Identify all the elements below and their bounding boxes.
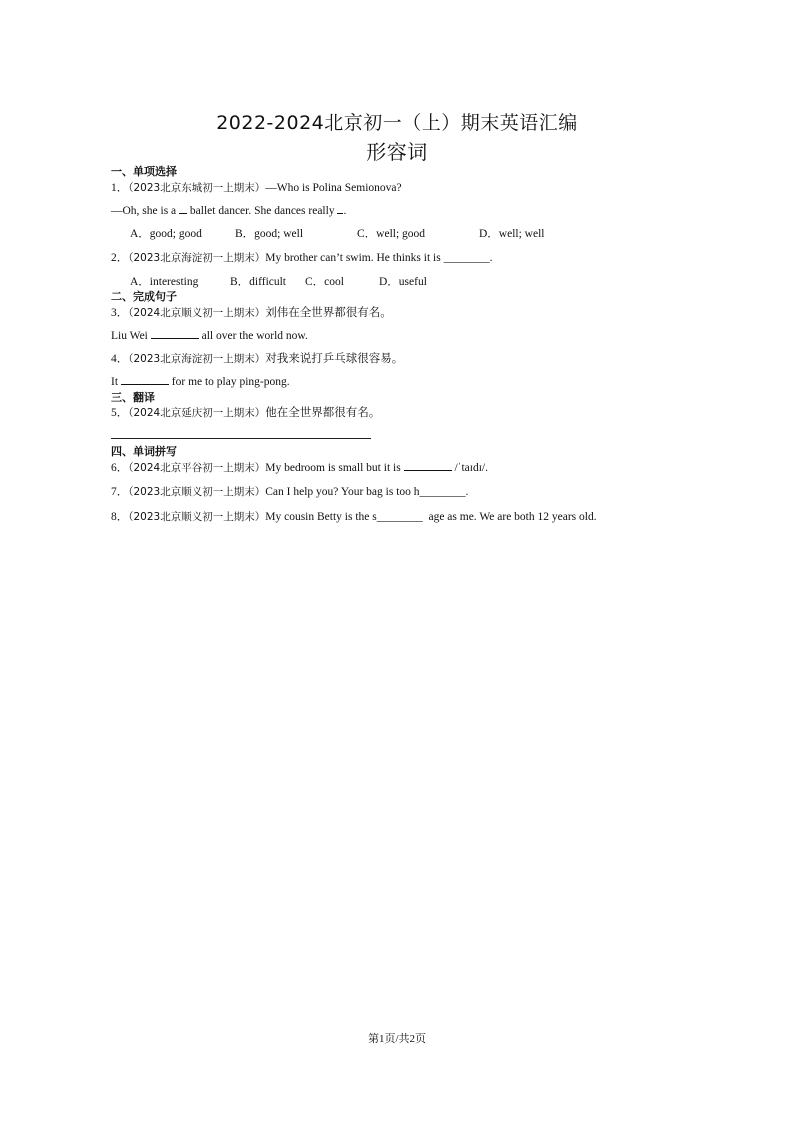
question-5 bbox=[111, 404, 380, 420]
answer-blank[interactable] bbox=[179, 203, 187, 214]
question-3-line-2 bbox=[111, 328, 308, 342]
question-text: My bedroom is small but it is bbox=[265, 462, 404, 474]
question-source: （2023北京东城初一上期末） bbox=[128, 182, 266, 194]
section-heading-spelling: 四、单词拼写 bbox=[111, 445, 177, 458]
question-number: 3． bbox=[111, 307, 129, 319]
question-number: 4． bbox=[111, 353, 129, 365]
option-d[interactable]: D．useful bbox=[379, 276, 427, 288]
question-source: （2024北京顺义初一上期末） bbox=[128, 307, 266, 319]
question-text: My brother can’t swim. He thinks it is ________. bbox=[265, 252, 493, 264]
option-a[interactable]: A．interesting bbox=[130, 276, 199, 288]
question-text: /ˈtaɪdɪ/. bbox=[451, 462, 488, 474]
option-c[interactable]: C．cool bbox=[305, 276, 344, 288]
section-heading-complete-sentences: 二、完成句子 bbox=[111, 290, 177, 303]
question-7 bbox=[111, 483, 468, 499]
section-heading-single-choice: 一、单项选择 bbox=[111, 165, 177, 178]
question-text: ballet dancer. She dances really bbox=[187, 205, 338, 217]
question-text: Can I help you? Your bag is too h________. bbox=[265, 486, 469, 498]
question-3 bbox=[111, 304, 392, 320]
question-text: 对我来说打乒乓球很容易。 bbox=[265, 353, 404, 365]
question-number: 1． bbox=[111, 182, 129, 194]
question-4-line-2 bbox=[111, 374, 290, 388]
question-number: 5． bbox=[111, 407, 129, 419]
question-1-line-2 bbox=[111, 203, 346, 217]
option-b[interactable]: B．good; well bbox=[235, 228, 304, 240]
question-source: （2023北京顺义初一上期末） bbox=[128, 511, 266, 523]
question-text: 他在全世界都很有名。 bbox=[265, 407, 381, 419]
question-4 bbox=[111, 350, 403, 366]
question-6 bbox=[111, 459, 488, 475]
question-2-options bbox=[130, 273, 427, 289]
answer-blank[interactable] bbox=[121, 374, 169, 385]
question-text: —Oh, she is a bbox=[111, 205, 180, 217]
page-subtitle: 形容词 bbox=[366, 140, 428, 164]
option-d[interactable]: D．well; well bbox=[479, 228, 545, 240]
page-footer: 第1页/共2页 bbox=[367, 1033, 427, 1045]
question-number: 6． bbox=[111, 462, 129, 474]
question-number: 8． bbox=[111, 511, 129, 523]
question-2 bbox=[111, 249, 492, 265]
question-source: （2024北京平谷初一上期末） bbox=[128, 462, 266, 474]
option-b[interactable]: B．difficult bbox=[230, 276, 287, 288]
option-c[interactable]: C．well; good bbox=[357, 228, 426, 240]
question-source: （2024北京延庆初一上期末） bbox=[128, 407, 266, 419]
translation-answer-line[interactable] bbox=[111, 438, 371, 439]
question-number: 7． bbox=[111, 486, 129, 498]
answer-blank[interactable] bbox=[404, 460, 452, 471]
question-1-options bbox=[130, 225, 544, 241]
question-source: （2023北京海淀初一上期末） bbox=[128, 353, 266, 365]
question-text: all over the world now. bbox=[198, 330, 308, 342]
answer-blank[interactable] bbox=[151, 328, 199, 339]
question-text: for me to play ping-pong. bbox=[168, 376, 290, 388]
question-text: It bbox=[111, 376, 121, 388]
question-source: （2023北京顺义初一上期末） bbox=[128, 486, 266, 498]
question-text: . bbox=[343, 205, 347, 217]
question-text: —Who is Polina Semionova? bbox=[265, 182, 402, 194]
question-number: 2． bbox=[111, 252, 129, 264]
question-8 bbox=[111, 508, 597, 524]
page-title: 2022-2024北京初一（上）期末英语汇编 bbox=[216, 112, 578, 134]
section-heading-translation: 三、翻译 bbox=[111, 391, 155, 404]
question-1 bbox=[111, 179, 402, 195]
question-text: My cousin Betty is the s________ age as me. We are both 12 years old. bbox=[265, 511, 597, 523]
question-source: （2023北京海淀初一上期末） bbox=[128, 252, 266, 264]
option-a[interactable]: A．good; good bbox=[130, 228, 202, 240]
question-text: Liu Wei bbox=[111, 330, 151, 342]
question-text: 刘伟在全世界都很有名。 bbox=[265, 307, 392, 319]
